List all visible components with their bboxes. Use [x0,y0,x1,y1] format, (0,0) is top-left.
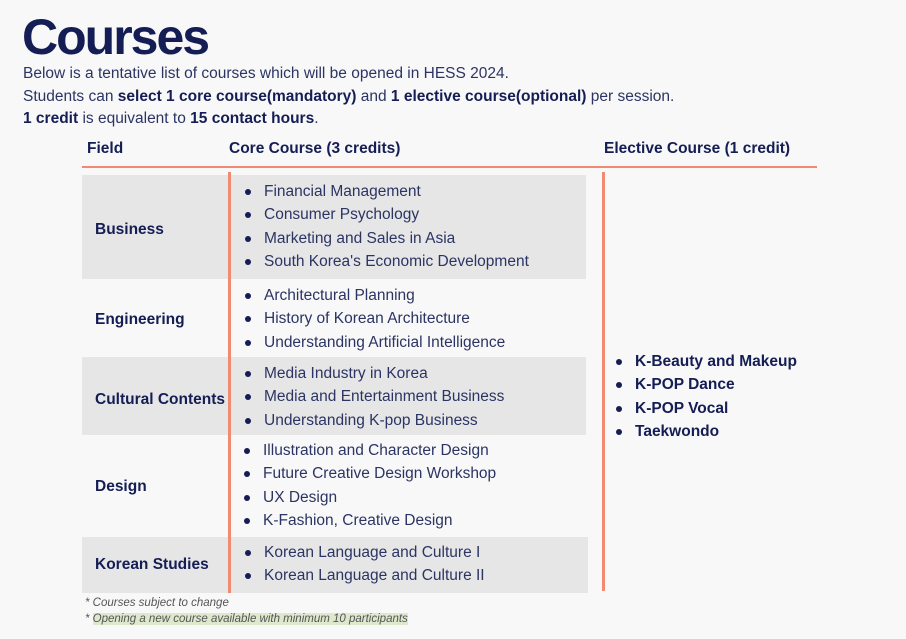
field-label: Engineering [95,311,185,328]
list-item: Architectural Planning [244,284,505,307]
highlighted-note: Opening a new course available with minimum 10 participants [92,613,408,625]
elective-course-list [615,350,797,443]
page-title: Courses [22,9,209,65]
list-item: Consumer Psychology [244,203,529,226]
core-course-list-engineering [244,284,505,354]
list-item: Media Industry in Korea [244,362,504,385]
list-item: K-Fashion, Creative Design [243,509,496,532]
list-item: History of Korean Architecture [244,307,505,330]
core-course-list-design [243,439,496,532]
list-item: Media and Entertainment Business [244,385,504,408]
list-item: K-Beauty and Makeup [615,350,797,373]
core-course-list-korean-studies [244,541,485,588]
list-item: South Korea's Economic Development [244,250,529,273]
core-column-divider [228,172,231,593]
header-core-course: Core Course (3 credits) [229,140,401,157]
list-item: Understanding K-pop Business [244,409,504,432]
list-item: K-POP Dance [615,373,797,396]
field-label: Korean Studies [95,556,209,573]
header-elective-course: Elective Course (1 credit) [604,140,791,157]
core-course-list-cultural-contents [244,362,504,432]
list-item: Taekwondo [615,420,797,443]
elective-column-divider [602,172,605,591]
intro-text [23,63,674,131]
list-item: Korean Language and Culture II [244,564,485,587]
list-item: Understanding Artificial Intelligence [244,331,505,354]
footnote-courses-subject-to-change: * Courses subject to change [85,597,229,609]
core-course-list-business [244,180,529,273]
header-field: Field [87,140,124,157]
list-item: Future Creative Design Workshop [243,462,496,485]
list-item: Marketing and Sales in Asia [244,227,529,250]
field-label: Business [95,221,164,238]
list-item: Financial Management [244,180,529,203]
list-item: K-POP Vocal [615,397,797,420]
field-label: Cultural Contents [95,391,226,408]
intro-line-2: Students can select 1 core course(mandatory) and 1 elective course(optional) per session. [23,87,675,105]
field-label: Design [95,478,147,495]
footnote-minimum-participants: * Opening a new course available with minimum 10 participants [85,613,408,625]
list-item: UX Design [243,486,496,509]
list-item: Korean Language and Culture I [244,541,485,564]
intro-line-1: Below is a tentative list of courses which will be opened in HESS 2024. [23,65,509,82]
header-divider [82,166,817,168]
list-item: Illustration and Character Design [243,439,496,462]
intro-line-3: 1 credit is equivalent to 15 contact hours. [23,110,319,127]
